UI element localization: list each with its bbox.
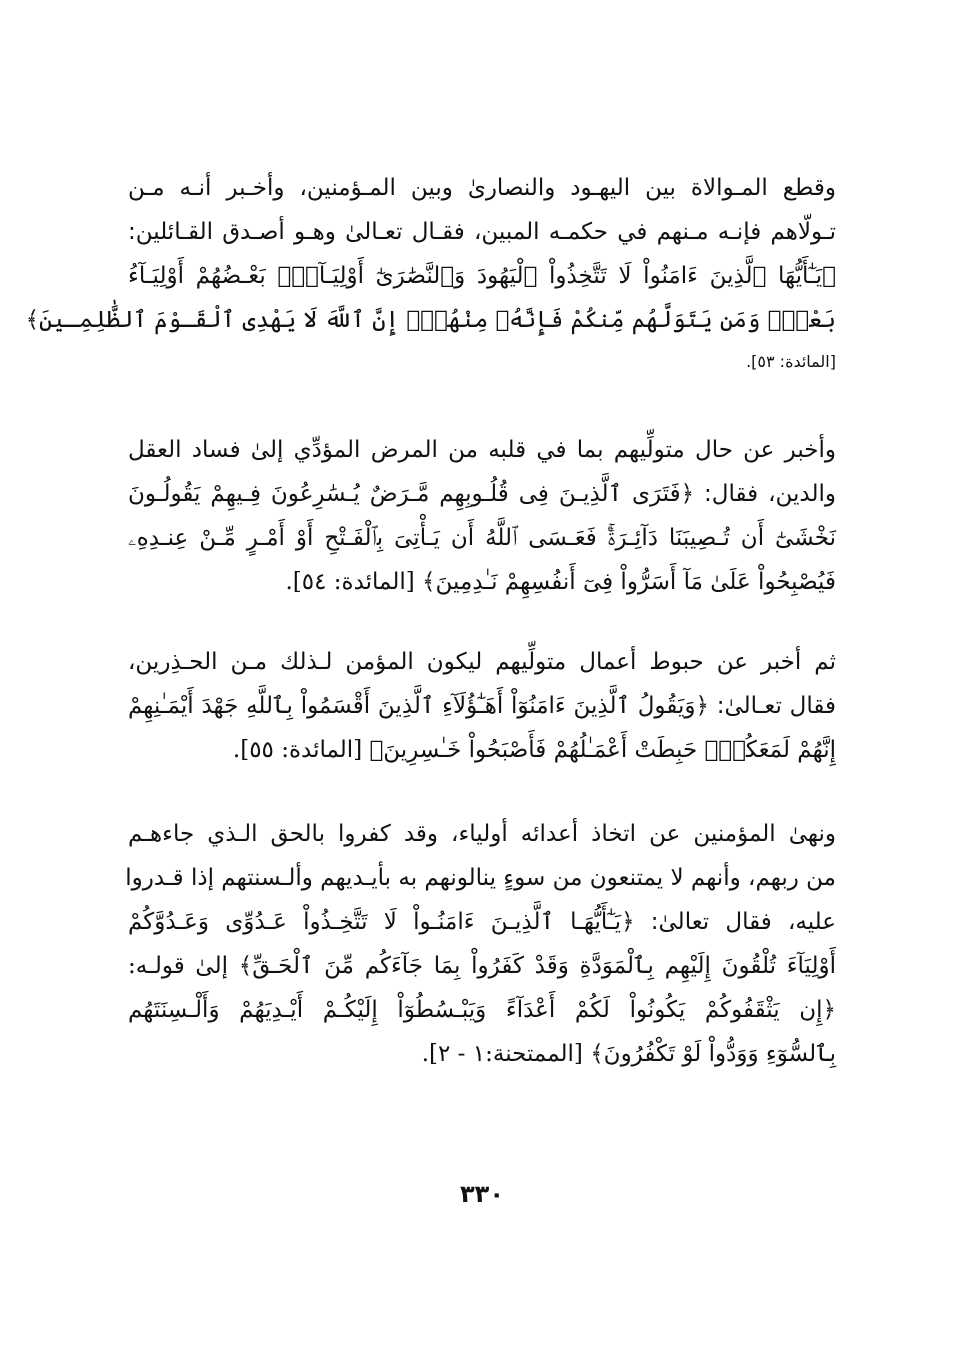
paragraph-2-line-4: فَيُصْبِحُواْ عَلَىٰ مَآ أَسَرُّواْ فِىٓ أَنفُسِهِمْ نَـٰدِمِينَ﴾ [المائدة: ٥٤]. [285,569,836,595]
paragraph-4-line-6: بِٱلسُّوٓءِ وَوَدُّواْ لَوْ تَكْفُرُونَ﴾ [الممتحنة:١ - ٢]. [421,1041,836,1067]
paragraph-1 [25,166,836,382]
paragraph-1-citation: [المائدة: ٥٣]. [746,352,836,371]
paragraph-3-line-3: إِنَّهُمْ لَمَعَكُمْۚ حَبِطَتْ أَعْمَـٰلُهُمْ فَأَصْبَحُواْ خَـٰسِرِينَ﴾ [المائدة: ٥٥]. [232,737,836,763]
paragraph-3-line-2: فقال تعـالىٰ: ﴿وَيَقُولُ ٱلَّذِينَ ءَامَنُوٓاْ أَهَـٰٓؤُلَآءِ ٱلَّذِينَ أَقْسَمُواْ بِٱللَّهِ جَهْدَ أَيْمَـٰنِهِمْ [128,693,836,719]
paragraph-2-line-1: وأخبر عن حال متولِّيهم بما في قلبه من المرض المؤدِّي إلىٰ فساد العقل [128,437,836,463]
paragraph-4-line-2: من ربهم، وأنهم لا يمتنعون من سوءٍ ينالونهم به بأيـديهم وألـسنتهم إذا قـدروا [125,865,836,891]
paragraph-2 [128,428,836,604]
paragraph-4-line-1: ونهىٰ المؤمنين عن اتخاذ أعدائه أولياء، وقد كفروا بالحق الـذي جاءهـم [128,821,836,847]
paragraph-4 [125,812,836,1076]
paragraph-3 [128,640,836,772]
paragraph-2-line-2: والدين، فقال: ﴿فَتَرَى ٱلَّذِيـنَ فِى قُلُـوبِهِم مَّـرَضٌ يُـسَٰرِعُونَ فِـيهِمْ يَقُولُـونَ [128,481,836,507]
paragraph-2-line-3: نَخْشَىٰٓ أَن تُـصِيبَنَا دَآئِـرَةٌۚ فَعَـسَى ٱللَّهُ أَن يَـأْتِىَ بِٱلْفَـتْحِ أَوْ أَمْـرٍ مِّـنْ عِنـدِهِۦ [128,525,836,551]
paragraph-1-line-1: وقطع المـوالاة بين اليهـود والنصارىٰ وبين المـؤمنين، وأخـبر أنـه مـن [128,175,836,201]
paragraph-3-line-1: ثم أخبر عن حبوط أعمال متولِّيهم ليكون المؤمن لـذلك مـن الحـذِرين، [128,649,836,675]
paragraph-4-line-5: ﴿إِن يَثْقَفُوكُمْ يَكُونُواْ لَكُمْ أَعْدَآءً وَيَبْـسُطُوٓاْ إِلَيْكُـمْ أَيْـدِيَهُمْ وَأَلْـسِنَتَهُم [128,997,836,1023]
paragraph-4-line-3: عليه، فقال تعالىٰ: ﴿يَـٰٓأَيُّهَـا ٱلَّذِيـنَ ءَامَنُـواْ لَا تَتَّخِـذُواْ عَـدُوِّى وَعَـدُوَّكُمْ [128,909,836,935]
paragraph-1-line-3: ﴿يَـٰٓأَيُّهَا ٱلَّذِينَ ءَامَنُواْ لَا تَتَّخِذُواْ ٱلْيَهُودَ وَٱلنَّصَٰرَىٰٓ أَوْلِيَـآءَۘ بَعْـضُهُمْ أَوْلِيَـآءُ [128,263,836,289]
paragraph-1-line-4: بَعْضٍۚ وَمَن يَتَوَلَّهُم مِّنكُمْ فَإِنَّهُۥ مِنْهُمْۗ إِنَّ ٱللَّهَ لَا يَهْدِى ٱلْقَـوْمَ ٱلظَّٰلِمِـينَ﴾ [25,307,836,333]
paragraph-4-line-4: أَوْلِيَآءَ تُلْقُونَ إِلَيْهِم بِٱلْمَوَدَّةِ وَقَدْ كَفَرُواْ بِمَا جَآءَكُم مِّنَ ٱلْحَـقِّ﴾ إلىٰ قولـه: [128,953,836,979]
paragraph-1-line-2: تـولّاهم فإنـه مـنهم في حكمـه المبين، فقـال تعـالىٰ وهـو أصـدق القـائلين: [128,219,836,245]
page-number: ٣٣٠ [460,1180,504,1208]
